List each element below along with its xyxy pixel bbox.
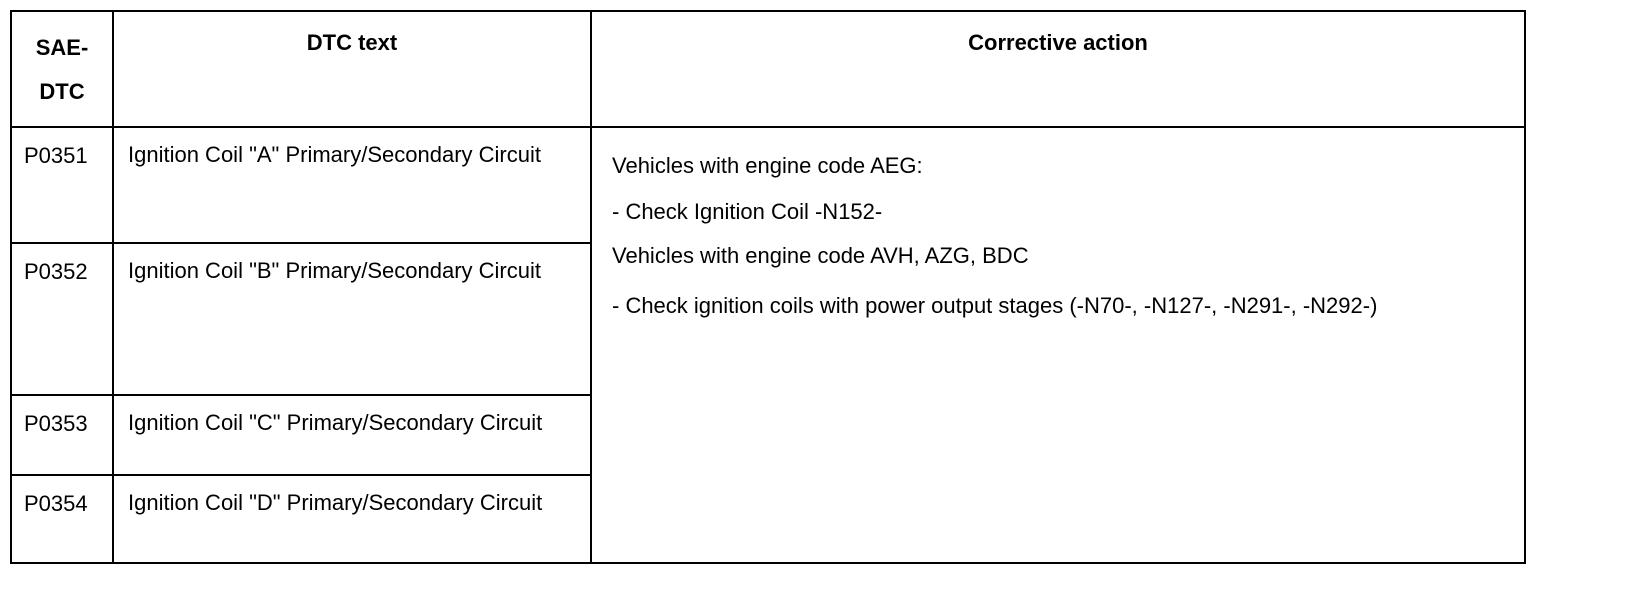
action-line-aeg: Vehicles with engine code AEG: bbox=[612, 153, 923, 178]
dtc-text-cell: Ignition Coil "A" Primary/Secondary Circuit bbox=[113, 127, 591, 243]
corrective-action-cell bbox=[591, 127, 1525, 563]
header-corrective-action: Corrective action bbox=[591, 11, 1525, 127]
action-line-check-n152: - Check Ignition Coil -N152- bbox=[612, 199, 883, 224]
header-dtc-label: DTC bbox=[39, 79, 85, 104]
action-line-avh-azg-bdc: Vehicles with engine code AVH, AZG, BDC bbox=[612, 243, 1029, 268]
dtc-table bbox=[10, 10, 1526, 564]
header-sae-dtc bbox=[11, 11, 113, 127]
header-dtc-text: DTC text bbox=[113, 11, 591, 127]
dtc-text-cell: Ignition Coil "D" Primary/Secondary Circuit bbox=[113, 475, 591, 563]
dtc-text-cell: Ignition Coil "C" Primary/Secondary Circuit bbox=[113, 395, 591, 475]
header-row bbox=[11, 11, 1525, 127]
dtc-code-cell: P0354 bbox=[11, 475, 113, 563]
dtc-code-cell: P0352 bbox=[11, 243, 113, 395]
dtc-code-cell: P0351 bbox=[11, 127, 113, 243]
dtc-text-cell: Ignition Coil "B" Primary/Secondary Circuit bbox=[113, 243, 591, 395]
dtc-code-cell: P0353 bbox=[11, 395, 113, 475]
header-sae-label: SAE- bbox=[35, 35, 89, 60]
table-row bbox=[11, 127, 1525, 243]
action-line-check-power-stages: - Check ignition coils with power output stages (-N70-, -N127-, -N291-, -N292-) bbox=[612, 293, 1378, 318]
